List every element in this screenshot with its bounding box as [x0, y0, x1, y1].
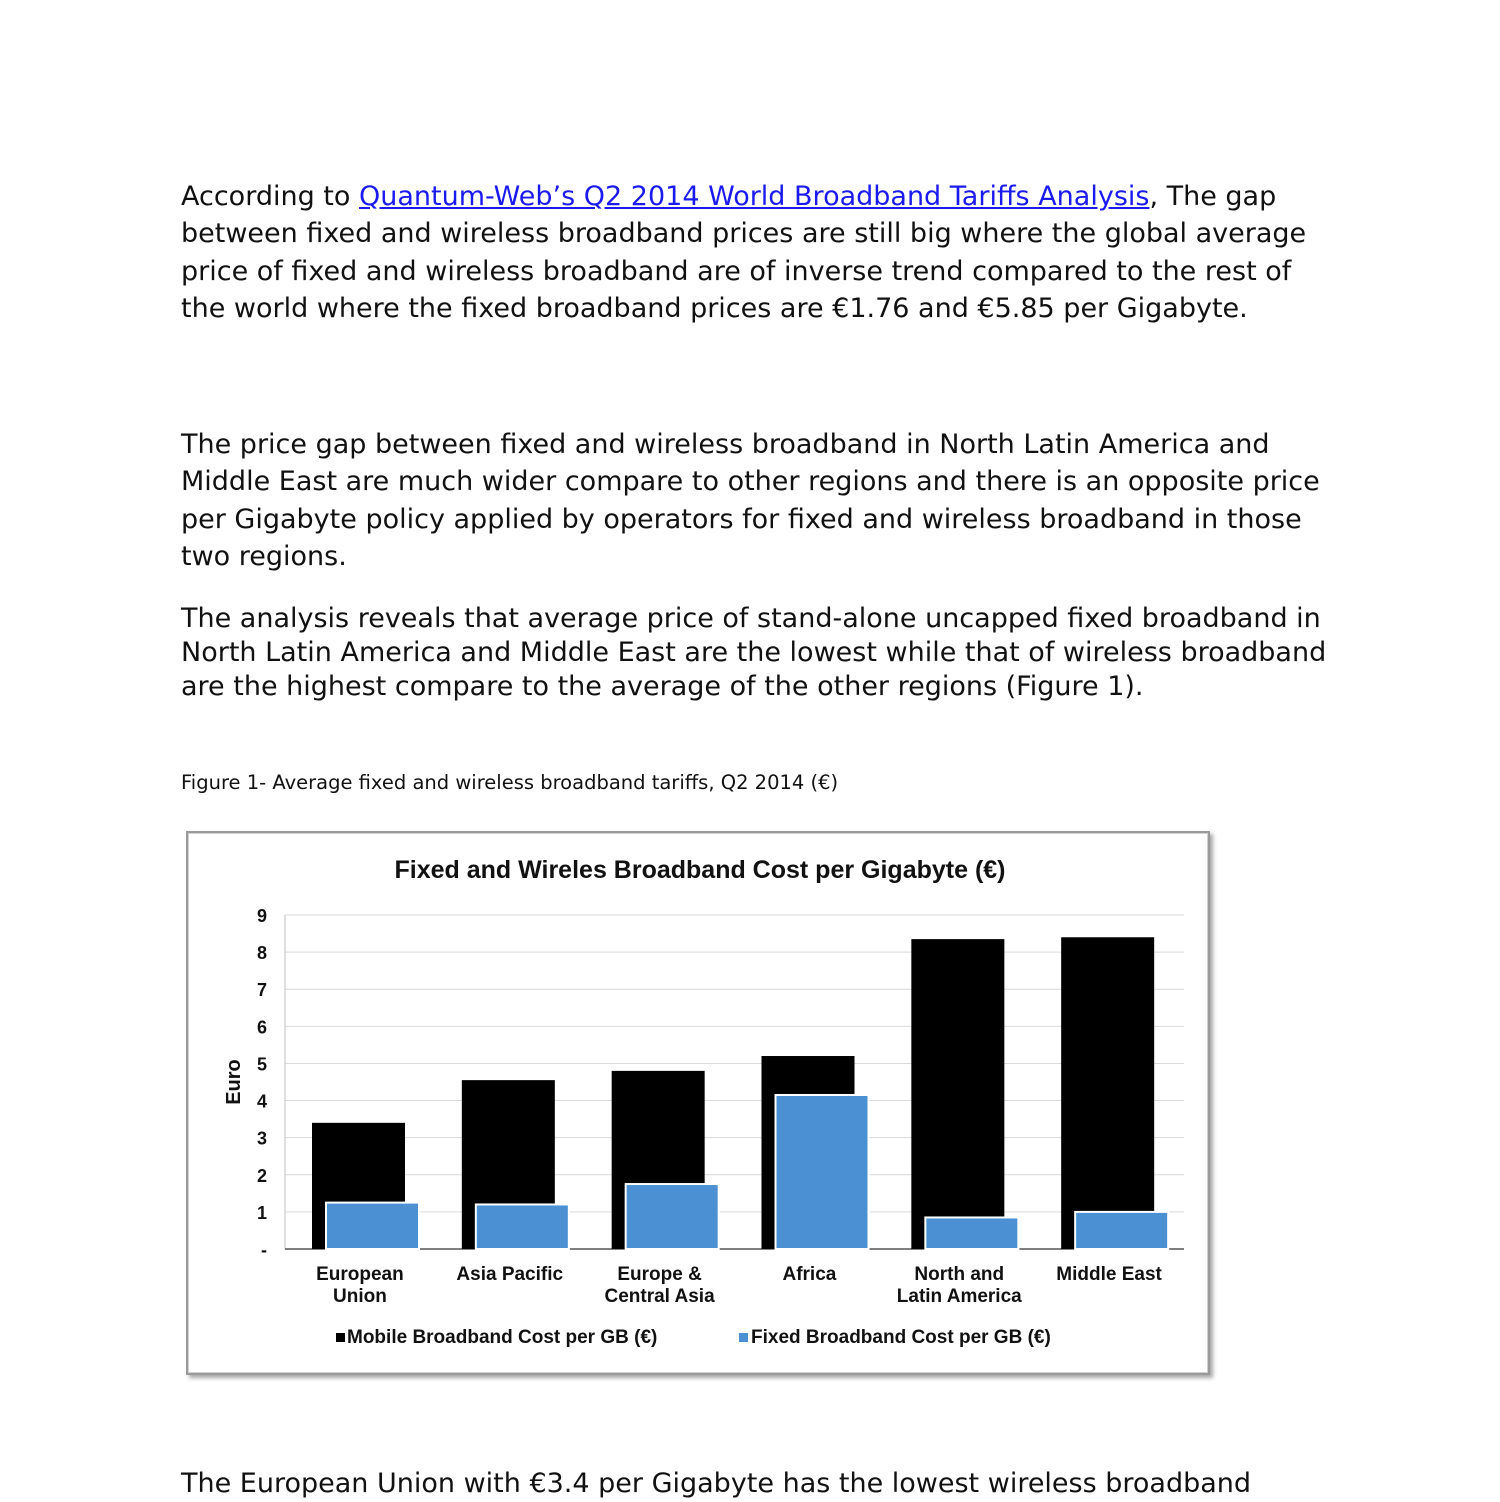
y-tick-label: 1: [256, 1202, 267, 1223]
y-tick-label: 3: [256, 1128, 267, 1149]
category-label: Central Asia: [604, 1286, 715, 1307]
bar-fixed: [476, 1204, 569, 1249]
bar-mobile: [911, 939, 1004, 1249]
y-tick-label: 6: [256, 1017, 267, 1038]
y-tick-label: 8: [256, 943, 267, 964]
bar-fixed: [1075, 1212, 1168, 1249]
intro-prefix: According to: [181, 181, 359, 212]
legend-swatch-fixed: [739, 1333, 748, 1342]
category-label: Middle East: [1056, 1264, 1162, 1285]
bar-mobile: [1061, 937, 1154, 1249]
figure-caption: Figure 1- Average fixed and wireless broadband tariffs, Q2 2014 (€): [181, 771, 839, 794]
bar-chart: [188, 833, 1208, 1373]
intro-paragraph: [181, 178, 1341, 327]
analysis-paragraph: The analysis reveals that average price of stand-alone uncapped fixed broadband in North Latin America and Middle East are the lowest while that of wireless broadband are the highest compare to the average of the other regions (Figure 1).: [181, 603, 1327, 702]
y-tick-label: -: [261, 1240, 267, 1260]
y-tick-label: 4: [256, 1091, 267, 1112]
bar-fixed: [776, 1095, 869, 1249]
y-tick-label: 2: [256, 1165, 267, 1186]
y-tick-label: 5: [256, 1054, 267, 1075]
bar-fixed: [626, 1184, 719, 1249]
category-label: Asia Pacific: [456, 1264, 564, 1285]
bar-fixed: [326, 1203, 419, 1249]
legend-label-mobile: Mobile Broadband Cost per GB (€): [347, 1327, 658, 1348]
legend-swatch-mobile: [336, 1333, 345, 1342]
report-link[interactable]: Quantum-Web’s Q2 2014 World Broadband Tariffs Analysis: [359, 181, 1150, 212]
legend-label-fixed: Fixed Broadband Cost per GB (€): [751, 1327, 1051, 1348]
eu-paragraph: The European Union with €3.4 per Gigabyte has the lowest wireless broadband: [181, 1468, 1252, 1499]
category-label: Latin America: [896, 1286, 1022, 1307]
bar-fixed: [925, 1217, 1018, 1249]
y-axis-label: Euro: [223, 1059, 245, 1105]
intro-rest: , The gap between fixed and wireless broadband prices are still big where the global average price of fixed and wireless broadband are of inverse trend compared to the rest of the world where the fixed broadband prices are €1.76 and €5.85 per Gigabyte.: [181, 181, 1307, 324]
category-label: Union: [333, 1286, 387, 1307]
y-tick-label: 7: [256, 980, 267, 1001]
chart-frame: [186, 831, 1210, 1375]
category-label: North and: [914, 1264, 1005, 1285]
category-label: Africa: [782, 1264, 837, 1285]
price-gap-paragraph: The price gap between fixed and wireless broadband in North Latin America and Middle East are much wider compare to other regions and there is an opposite price per Gigabyte policy applied by operators for fixed and wireless broadband in those two regions.: [181, 429, 1320, 572]
chart-title: Fixed and Wireles Broadband Cost per Gigabyte (€): [394, 856, 1006, 884]
category-label: European: [316, 1264, 404, 1285]
category-label: Europe &: [617, 1264, 702, 1285]
y-tick-label: 9: [256, 906, 267, 926]
